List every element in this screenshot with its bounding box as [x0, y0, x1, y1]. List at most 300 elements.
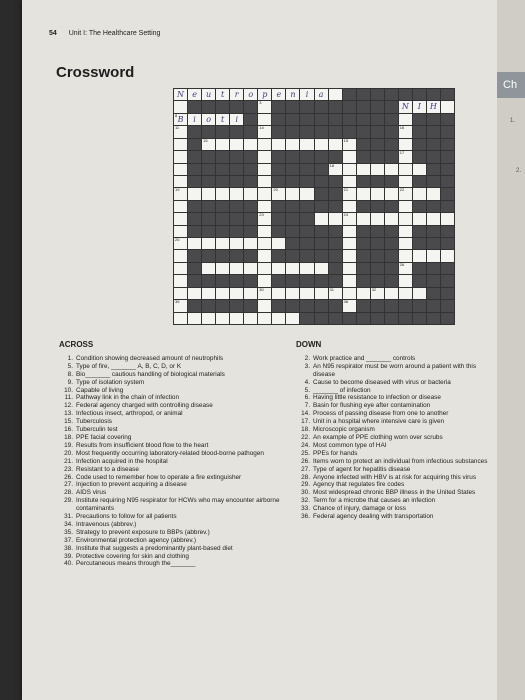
clue-number: 28.: [301, 473, 310, 481]
clue-text: Infectious insect, arthropod, or animal: [76, 410, 183, 418]
clue-number: 35.: [64, 528, 73, 536]
crossword-cell[interactable]: [174, 226, 187, 237]
crossword-cell[interactable]: [315, 288, 328, 299]
cell-number: 35: [175, 299, 180, 305]
clue-number: 15.: [64, 418, 73, 426]
unit-title: Unit I: The Healthcare Setting: [68, 30, 161, 37]
crossword-cell[interactable]: [413, 213, 426, 224]
handwritten-letter: t: [221, 90, 225, 99]
handwritten-letter: N: [401, 102, 409, 112]
blocked-cell: [329, 176, 342, 187]
crossword-cell[interactable]: [343, 288, 356, 299]
crossword-cell[interactable]: [427, 213, 440, 224]
crossword-cell[interactable]: [413, 288, 426, 299]
crossword-cell[interactable]: [329, 139, 342, 150]
clue-number: 33.: [301, 505, 310, 513]
crossword-cell[interactable]: [399, 176, 412, 187]
crossword-cell[interactable]: [174, 188, 187, 199]
blocked-cell: [357, 313, 370, 324]
crossword-cell[interactable]: [441, 250, 454, 261]
blocked-cell: [413, 313, 426, 324]
blocked-cell: [202, 164, 215, 175]
blocked-cell: [385, 176, 398, 187]
crossword-cell[interactable]: [202, 238, 215, 249]
across-clues: [59, 341, 291, 568]
crossword-cell[interactable]: [244, 238, 257, 249]
crossword-cell[interactable]: [230, 238, 243, 249]
crossword-cell[interactable]: [441, 213, 454, 224]
blocked-cell: [385, 275, 398, 286]
crossword-cell[interactable]: [174, 126, 187, 137]
blocked-cell: [329, 250, 342, 261]
crossword-cell[interactable]: [329, 288, 342, 299]
crossword-cell[interactable]: [174, 201, 187, 212]
handwritten-letter: p: [262, 90, 268, 99]
crossword-cell[interactable]: [343, 151, 356, 162]
crossword-cell[interactable]: [385, 164, 398, 175]
blocked-cell: [286, 126, 299, 137]
crossword-cell[interactable]: [258, 263, 271, 274]
blocked-cell: [216, 201, 229, 212]
crossword-cell[interactable]: [244, 89, 257, 100]
crossword-cell[interactable]: [371, 288, 384, 299]
crossword-cell[interactable]: [272, 89, 285, 100]
next-page-edge: [497, 0, 525, 700]
crossword-cell[interactable]: [188, 188, 201, 199]
crossword-cell[interactable]: [202, 313, 215, 324]
handwritten-letter: n: [290, 90, 296, 99]
crossword-cell[interactable]: [230, 89, 243, 100]
crossword-cell[interactable]: [300, 89, 313, 100]
down-clues: [296, 341, 492, 521]
blocked-cell: [329, 101, 342, 112]
crossword-cell[interactable]: [357, 213, 370, 224]
crossword-cell[interactable]: [399, 114, 412, 125]
clue-text: Environmental protection agency (abbrev.): [76, 536, 196, 544]
handwritten-letter: o: [248, 90, 254, 99]
crossword-cell[interactable]: [216, 89, 229, 100]
clue-item: [59, 529, 291, 537]
crossword-cell[interactable]: [399, 101, 412, 112]
blocked-cell: [413, 226, 426, 237]
crossword-cell[interactable]: [188, 114, 201, 125]
blocked-cell: [385, 101, 398, 112]
blocked-cell: [244, 201, 257, 212]
crossword-cell[interactable]: [216, 238, 229, 249]
crossword-cell[interactable]: [427, 101, 440, 112]
crossword-cell[interactable]: [202, 288, 215, 299]
crossword-cell[interactable]: [427, 250, 440, 261]
crossword-cell[interactable]: [413, 188, 426, 199]
crossword-cell[interactable]: [244, 313, 257, 324]
blocked-cell: [329, 114, 342, 125]
clue-item: [59, 497, 291, 513]
crossword-cell[interactable]: [371, 188, 384, 199]
crossword-cell[interactable]: [413, 250, 426, 261]
crossword-cell[interactable]: [385, 288, 398, 299]
crossword-cell[interactable]: [357, 188, 370, 199]
clue-item: [59, 521, 291, 529]
crossword-cell[interactable]: [399, 188, 412, 199]
blocked-cell: [399, 300, 412, 311]
crossword-cell[interactable]: [371, 213, 384, 224]
crossword-cell[interactable]: [343, 300, 356, 311]
clue-text: Microscopic organism: [313, 426, 375, 434]
clue-item: [296, 481, 492, 489]
crossword-cell[interactable]: [357, 288, 370, 299]
crossword-cell[interactable]: [300, 139, 313, 150]
clue-item: [59, 410, 291, 418]
clue-item: [59, 387, 291, 395]
crossword-cell[interactable]: [258, 238, 271, 249]
blocked-cell: [441, 263, 454, 274]
clue-text: Bio_______ cautious handling of biological materials: [76, 370, 225, 378]
blocked-cell: [427, 263, 440, 274]
crossword-cell[interactable]: [399, 226, 412, 237]
clue-number: 38.: [64, 544, 73, 552]
clue-text: Tuberculosis: [76, 418, 112, 426]
crossword-cell[interactable]: [258, 126, 271, 137]
crossword-cell[interactable]: [174, 101, 187, 112]
crossword-cell[interactable]: [216, 263, 229, 274]
blocked-cell: [385, 151, 398, 162]
crossword-cell[interactable]: [329, 213, 342, 224]
cell-number: 16: [399, 125, 405, 131]
crossword-cell[interactable]: [202, 263, 215, 274]
crossword-cell[interactable]: [174, 139, 187, 150]
crossword-cell[interactable]: [315, 263, 328, 274]
crossword-cell[interactable]: [286, 139, 299, 150]
crossword-cell[interactable]: [216, 313, 229, 324]
crossword-cell[interactable]: [230, 139, 243, 150]
blocked-cell: [188, 201, 201, 212]
clue-item: [59, 379, 291, 387]
blocked-cell: [329, 201, 342, 212]
crossword-cell[interactable]: [174, 300, 187, 311]
blocked-cell: [202, 201, 215, 212]
crossword-cell[interactable]: [258, 288, 271, 299]
crossword-cell[interactable]: [272, 263, 285, 274]
clue-item: [296, 418, 492, 426]
crossword-cell[interactable]: [174, 238, 187, 249]
blocked-cell: [286, 101, 299, 112]
crossword-cell[interactable]: [413, 101, 426, 112]
blocked-cell: [371, 226, 384, 237]
crossword-cell[interactable]: [258, 176, 271, 187]
blocked-cell: [385, 313, 398, 324]
crossword-cell[interactable]: [230, 188, 243, 199]
blocked-cell: [413, 126, 426, 137]
blocked-cell: [427, 126, 440, 137]
crossword-cell[interactable]: [244, 139, 257, 150]
blocked-cell: [216, 300, 229, 311]
crossword-cell[interactable]: [399, 263, 412, 274]
clue-item: [59, 434, 291, 442]
crossword-cell[interactable]: [258, 139, 271, 150]
clue-item: [296, 394, 492, 402]
crossword-cell[interactable]: [258, 213, 271, 224]
blocked-cell: [216, 151, 229, 162]
clue-item: [59, 560, 291, 568]
blocked-cell: [371, 151, 384, 162]
crossword-cell[interactable]: [343, 250, 356, 261]
blocked-cell: [357, 101, 370, 112]
crossword-cell[interactable]: [343, 164, 356, 175]
clue-item: [59, 363, 291, 371]
clue-text: Having little resistance to infection or disease: [313, 394, 441, 402]
crossword-cell[interactable]: [202, 188, 215, 199]
crossword-cell[interactable]: [315, 89, 328, 100]
clue-text: Results from insufficient blood flow to the heart: [76, 441, 209, 449]
blocked-cell: [385, 238, 398, 249]
clue-item: [296, 387, 492, 395]
crossword-cell[interactable]: [216, 288, 229, 299]
blocked-cell: [315, 238, 328, 249]
clue-text: Condition showing decreased amount of neutrophils: [76, 354, 224, 362]
crossword-cell[interactable]: [441, 101, 454, 112]
crossword-cell[interactable]: [343, 201, 356, 212]
blocked-cell: [441, 238, 454, 249]
crossword-cell[interactable]: [343, 275, 356, 286]
clue-text: Tuberculin test: [76, 426, 118, 434]
crossword-cell[interactable]: [300, 263, 313, 274]
blocked-cell: [371, 114, 384, 125]
crossword-cell[interactable]: [174, 164, 187, 175]
clue-text: Most common type of HAI: [313, 441, 387, 449]
crossword-cell[interactable]: [286, 188, 299, 199]
blocked-cell: [202, 213, 215, 224]
crossword-cell[interactable]: [258, 275, 271, 286]
blocked-cell: [244, 176, 257, 187]
blocked-cell: [343, 89, 356, 100]
crossword-cell[interactable]: [244, 188, 257, 199]
blocked-cell: [427, 151, 440, 162]
crossword-cell[interactable]: [413, 164, 426, 175]
clue-text: Resistant to a disease: [76, 465, 139, 473]
clue-number: 9.: [67, 378, 73, 386]
blocked-cell: [216, 101, 229, 112]
clue-text: Injection to prevent acquiring a disease: [76, 481, 187, 489]
crossword-cell[interactable]: [174, 151, 187, 162]
crossword-cell[interactable]: [427, 188, 440, 199]
cell-number: 17: [399, 150, 405, 156]
crossword-cell[interactable]: [272, 288, 285, 299]
blocked-cell: [385, 263, 398, 274]
crossword-cell[interactable]: [258, 250, 271, 261]
blocked-cell: [413, 263, 426, 274]
crossword-cell[interactable]: [202, 114, 215, 125]
crossword-cell[interactable]: [216, 188, 229, 199]
crossword-cell[interactable]: [174, 250, 187, 261]
clue-item: [59, 537, 291, 545]
crossword-cell[interactable]: [343, 263, 356, 274]
crossword-cell[interactable]: [343, 188, 356, 199]
crossword-cell[interactable]: [258, 313, 271, 324]
crossword-cell[interactable]: [174, 114, 187, 125]
crossword-cell[interactable]: [258, 89, 271, 100]
crossword-cell[interactable]: [202, 139, 215, 150]
crossword-cell[interactable]: [230, 313, 243, 324]
clue-item: [59, 394, 291, 402]
handwritten-letter: t: [221, 114, 225, 124]
crossword-cell[interactable]: [343, 213, 356, 224]
crossword-cell[interactable]: [174, 89, 187, 100]
blocked-cell: [300, 275, 313, 286]
crossword-cell[interactable]: [315, 139, 328, 150]
clue-text: Federal agency dealing with transportation: [313, 513, 434, 521]
blocked-cell: [188, 250, 201, 261]
clue-item: [59, 466, 291, 474]
clue-item: [296, 474, 492, 482]
crossword-cell[interactable]: [188, 313, 201, 324]
clue-item: [296, 434, 492, 442]
crossword-cell[interactable]: [286, 288, 299, 299]
blocked-cell: [230, 151, 243, 162]
crossword-cell[interactable]: [399, 126, 412, 137]
crossword-cell[interactable]: [399, 139, 412, 150]
clue-text: _______ of infection: [313, 386, 371, 394]
clue-number: 16.: [64, 426, 73, 434]
clue-text: Percutaneous means through the_______: [76, 560, 196, 568]
crossword-cell[interactable]: [272, 188, 285, 199]
crossword-cell[interactable]: [272, 313, 285, 324]
crossword-cell[interactable]: [286, 313, 299, 324]
blocked-cell: [385, 114, 398, 125]
blocked-cell: [216, 250, 229, 261]
handwritten-letter: u: [206, 90, 212, 99]
crossword-cell[interactable]: [343, 226, 356, 237]
blocked-cell: [385, 89, 398, 100]
crossword-cell[interactable]: [258, 151, 271, 162]
crossword-cell[interactable]: [188, 288, 201, 299]
blocked-cell: [385, 201, 398, 212]
crossword-cell[interactable]: [399, 238, 412, 249]
clue-item: [59, 442, 291, 450]
crossword-cell[interactable]: [272, 139, 285, 150]
cell-number: 14: [259, 125, 264, 131]
crossword-cell[interactable]: [258, 114, 271, 125]
cell-number: 21: [343, 187, 349, 193]
crossword-cell[interactable]: [258, 188, 271, 199]
blocked-cell: [315, 313, 328, 324]
crossword-cell[interactable]: [300, 288, 313, 299]
blocked-cell: [329, 126, 342, 137]
crossword-cell[interactable]: [343, 238, 356, 249]
crossword-cell[interactable]: [258, 164, 271, 175]
blocked-cell: [300, 250, 313, 261]
clue-number: 28.: [64, 489, 73, 497]
clue-item: [59, 371, 291, 379]
blocked-cell: [300, 213, 313, 224]
crossword-cell[interactable]: [399, 201, 412, 212]
crossword-cell[interactable]: [258, 201, 271, 212]
crossword-cell[interactable]: [258, 226, 271, 237]
crossword-cell[interactable]: [174, 176, 187, 187]
blocked-cell: [300, 226, 313, 237]
crossword-cell[interactable]: [385, 188, 398, 199]
crossword-cell[interactable]: [329, 89, 342, 100]
blocked-cell: [272, 226, 285, 237]
blocked-cell: [371, 89, 384, 100]
crossword-cell[interactable]: [329, 164, 342, 175]
crossword-cell[interactable]: [174, 275, 187, 286]
crossword-cell[interactable]: [300, 188, 313, 199]
crossword-cell[interactable]: [399, 250, 412, 261]
clue-item: [59, 489, 291, 497]
crossword-cell[interactable]: [174, 313, 187, 324]
crossword-cell[interactable]: [216, 114, 229, 125]
blocked-cell: [188, 226, 201, 237]
crossword-cell[interactable]: [315, 213, 328, 224]
crossword-cell[interactable]: [174, 288, 187, 299]
crossword-cell[interactable]: [188, 238, 201, 249]
crossword-cell[interactable]: [343, 139, 356, 150]
crossword-cell[interactable]: [399, 151, 412, 162]
blocked-cell: [188, 300, 201, 311]
crossword-cell[interactable]: [230, 288, 243, 299]
blocked-cell: [371, 101, 384, 112]
blocked-cell: [357, 263, 370, 274]
clue-text: Term for a microbe that causes an infection: [313, 497, 436, 505]
blocked-cell: [357, 238, 370, 249]
clue-item: [296, 450, 492, 458]
crossword-cell[interactable]: [216, 139, 229, 150]
clue-text: Items worn to protect an individual from infectious substances: [313, 457, 488, 465]
crossword-grid[interactable]: [173, 88, 455, 325]
crossword-cell[interactable]: [244, 263, 257, 274]
crossword-cell[interactable]: [371, 164, 384, 175]
crossword-cell[interactable]: [286, 89, 299, 100]
crossword-cell[interactable]: [258, 101, 271, 112]
blocked-cell: [244, 126, 257, 137]
crossword-cell[interactable]: [272, 238, 285, 249]
clue-item: [296, 497, 492, 505]
crossword-cell[interactable]: [188, 89, 201, 100]
crossword-cell[interactable]: [385, 213, 398, 224]
crossword-cell[interactable]: [174, 263, 187, 274]
blocked-cell: [427, 288, 440, 299]
clue-item: [296, 505, 492, 513]
crossword-cell[interactable]: [230, 263, 243, 274]
crossword-cell[interactable]: [399, 275, 412, 286]
blocked-cell: [202, 300, 215, 311]
blocked-cell: [272, 300, 285, 311]
clue-item: [59, 481, 291, 489]
blocked-cell: [441, 188, 454, 199]
crossword-cell[interactable]: [399, 213, 412, 224]
blocked-cell: [216, 176, 229, 187]
crossword-cell[interactable]: [399, 288, 412, 299]
clue-text: Infection acquired in the hospital: [76, 457, 168, 465]
blocked-cell: [230, 201, 243, 212]
clue-text: Basin for flushing eye after contamination: [313, 402, 431, 410]
blocked-cell: [329, 275, 342, 286]
blocked-cell: [343, 114, 356, 125]
clue-text: Most frequently occurring laboratory-related blood-borne pathogen: [76, 449, 264, 457]
crossword-cell[interactable]: [202, 89, 215, 100]
blocked-cell: [315, 101, 328, 112]
crossword-cell[interactable]: [357, 164, 370, 175]
clue-text: Code used to remember how to operate a fire extinguisher: [76, 473, 242, 481]
crossword-cell[interactable]: [174, 213, 187, 224]
crossword-cell[interactable]: [286, 263, 299, 274]
crossword-cell[interactable]: [399, 164, 412, 175]
crossword-cell[interactable]: [258, 300, 271, 311]
blocked-cell: [300, 164, 313, 175]
crossword-cell[interactable]: [230, 114, 243, 125]
crossword-cell[interactable]: [343, 176, 356, 187]
crossword-cell[interactable]: [244, 288, 257, 299]
